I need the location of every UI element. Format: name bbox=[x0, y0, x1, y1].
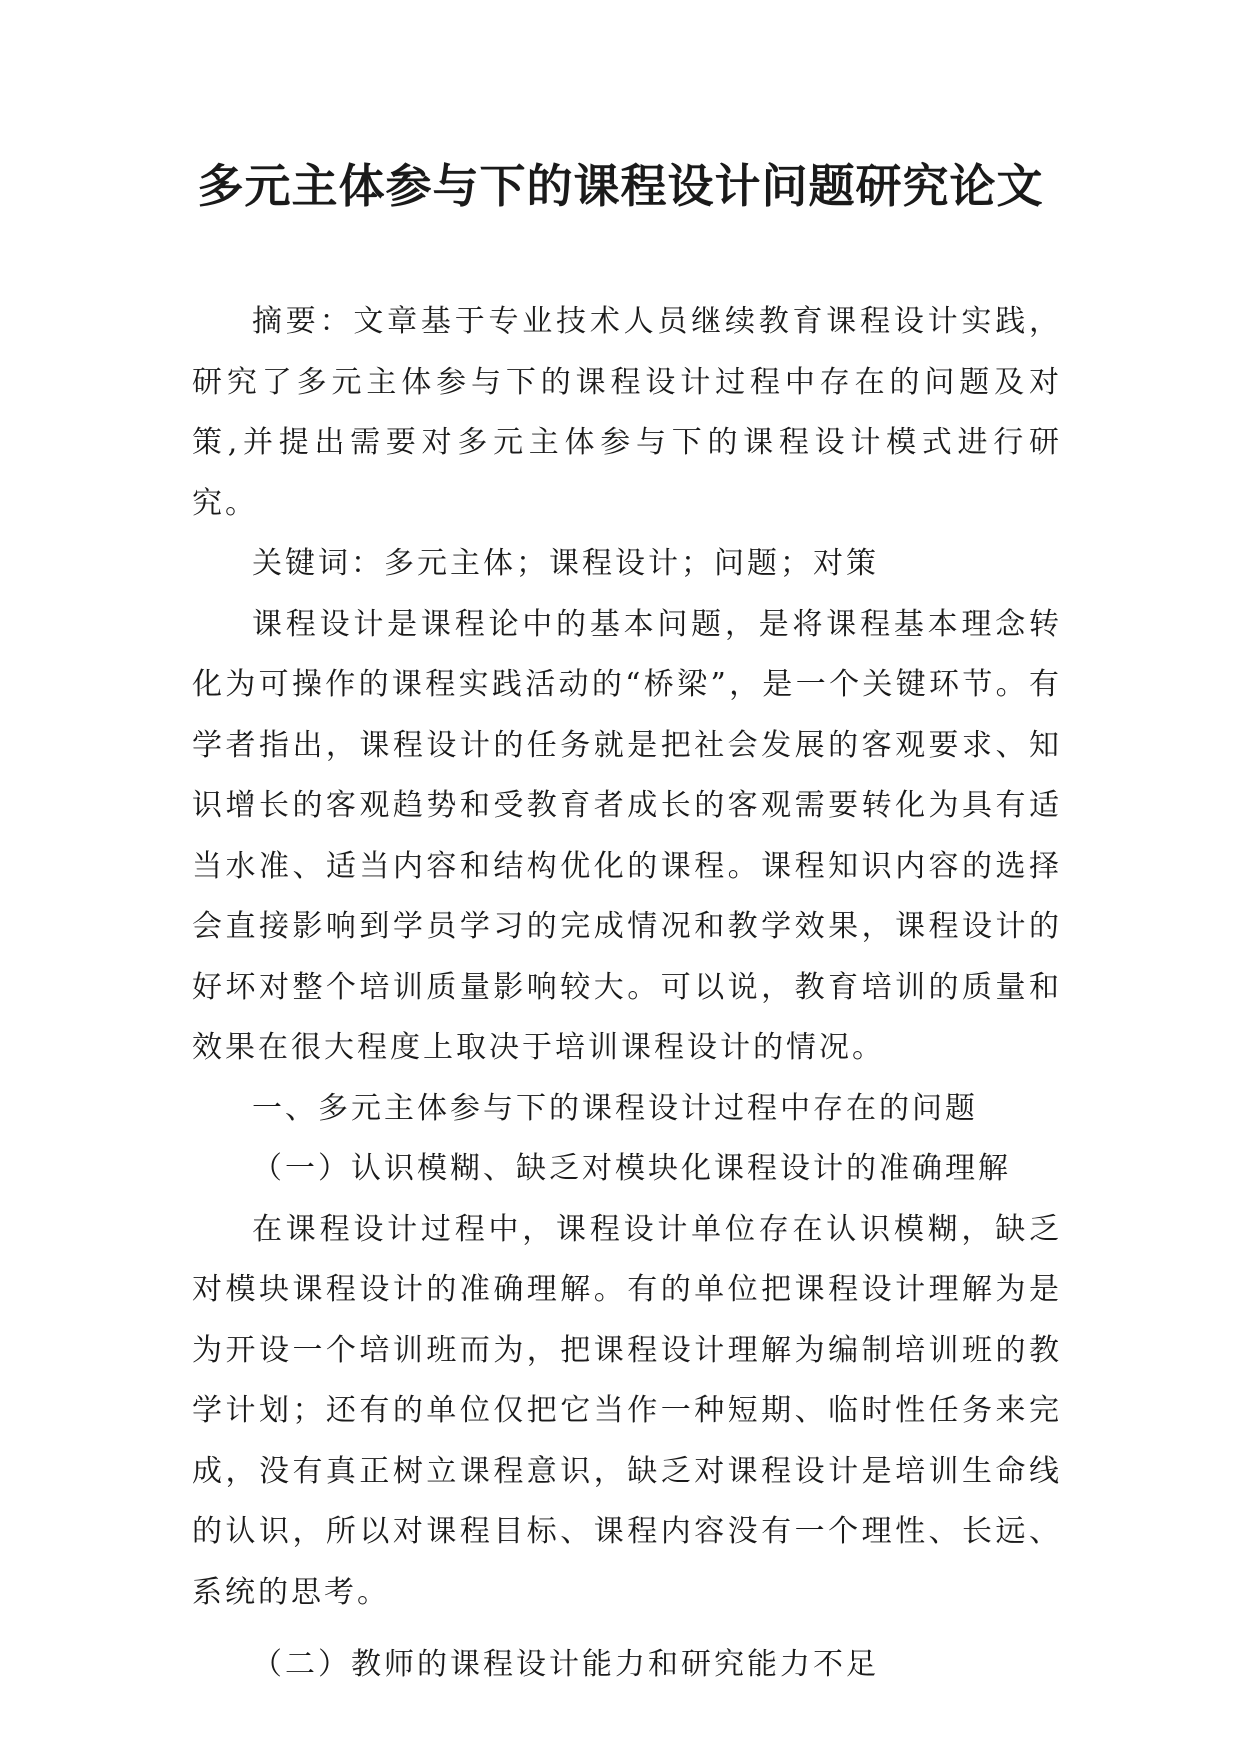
body-paragraph: 在课程设计过程中，课程设计单位存在认识模糊，缺乏对模块课程设计的准确理解。有的单位把课程设计理解为是为开设一个培训班而为，把课程设计理解为编制培训班的教学计划；还有的单位仅把它当作一种短期、临时性任务来完成，没有真正树立课程意识，缺乏对课程设计是培训生命线的认识，所以对课程目标、课程内容没有一个理性、长远、系统的思考。 bbox=[192, 1211, 1062, 1610]
document-title: 多元主体参与下的课程设计问题研究论文 bbox=[197, 159, 1044, 213]
intro-paragraph: 课程设计是课程论中的基本问题，是将课程基本理念转化为可操作的课程实践活动的“桥梁”，是一个关键环节。有学者指出，课程设计的任务就是把社会发展的客观要求、知识增长的客观趋势和受教育者成长的客观需要转化为具有适当水准、适当内容和结构优化的课程。课程知识内容的选择会直接影响到学员学习的完成情况和教学效果，课程设计的好坏对整个培训质量影响较大。可以说，教育培训的质量和效果在很大程度上取决于培训课程设计的情况。 bbox=[192, 606, 1062, 1065]
subsection-heading-2: （二）教师的课程设计能力和研究能力不足 bbox=[252, 1647, 879, 1682]
keywords-paragraph: 关键词：多元主体；课程设计；问题；对策 bbox=[252, 546, 879, 581]
document-body bbox=[192, 292, 1062, 1696]
subsection-heading-1: （一）认识模糊、缺乏对模块化课程设计的准确理解 bbox=[252, 1151, 1011, 1186]
abstract-paragraph: 摘要：文章基于专业技术人员继续教育课程设计实践，研究了多元主体参与下的课程设计过程中存在的问题及对策,并提出需要对多元主体参与下的课程设计模式进行研究。 bbox=[192, 304, 1062, 521]
section-heading: 一、多元主体参与下的课程设计过程中存在的问题 bbox=[252, 1090, 978, 1126]
